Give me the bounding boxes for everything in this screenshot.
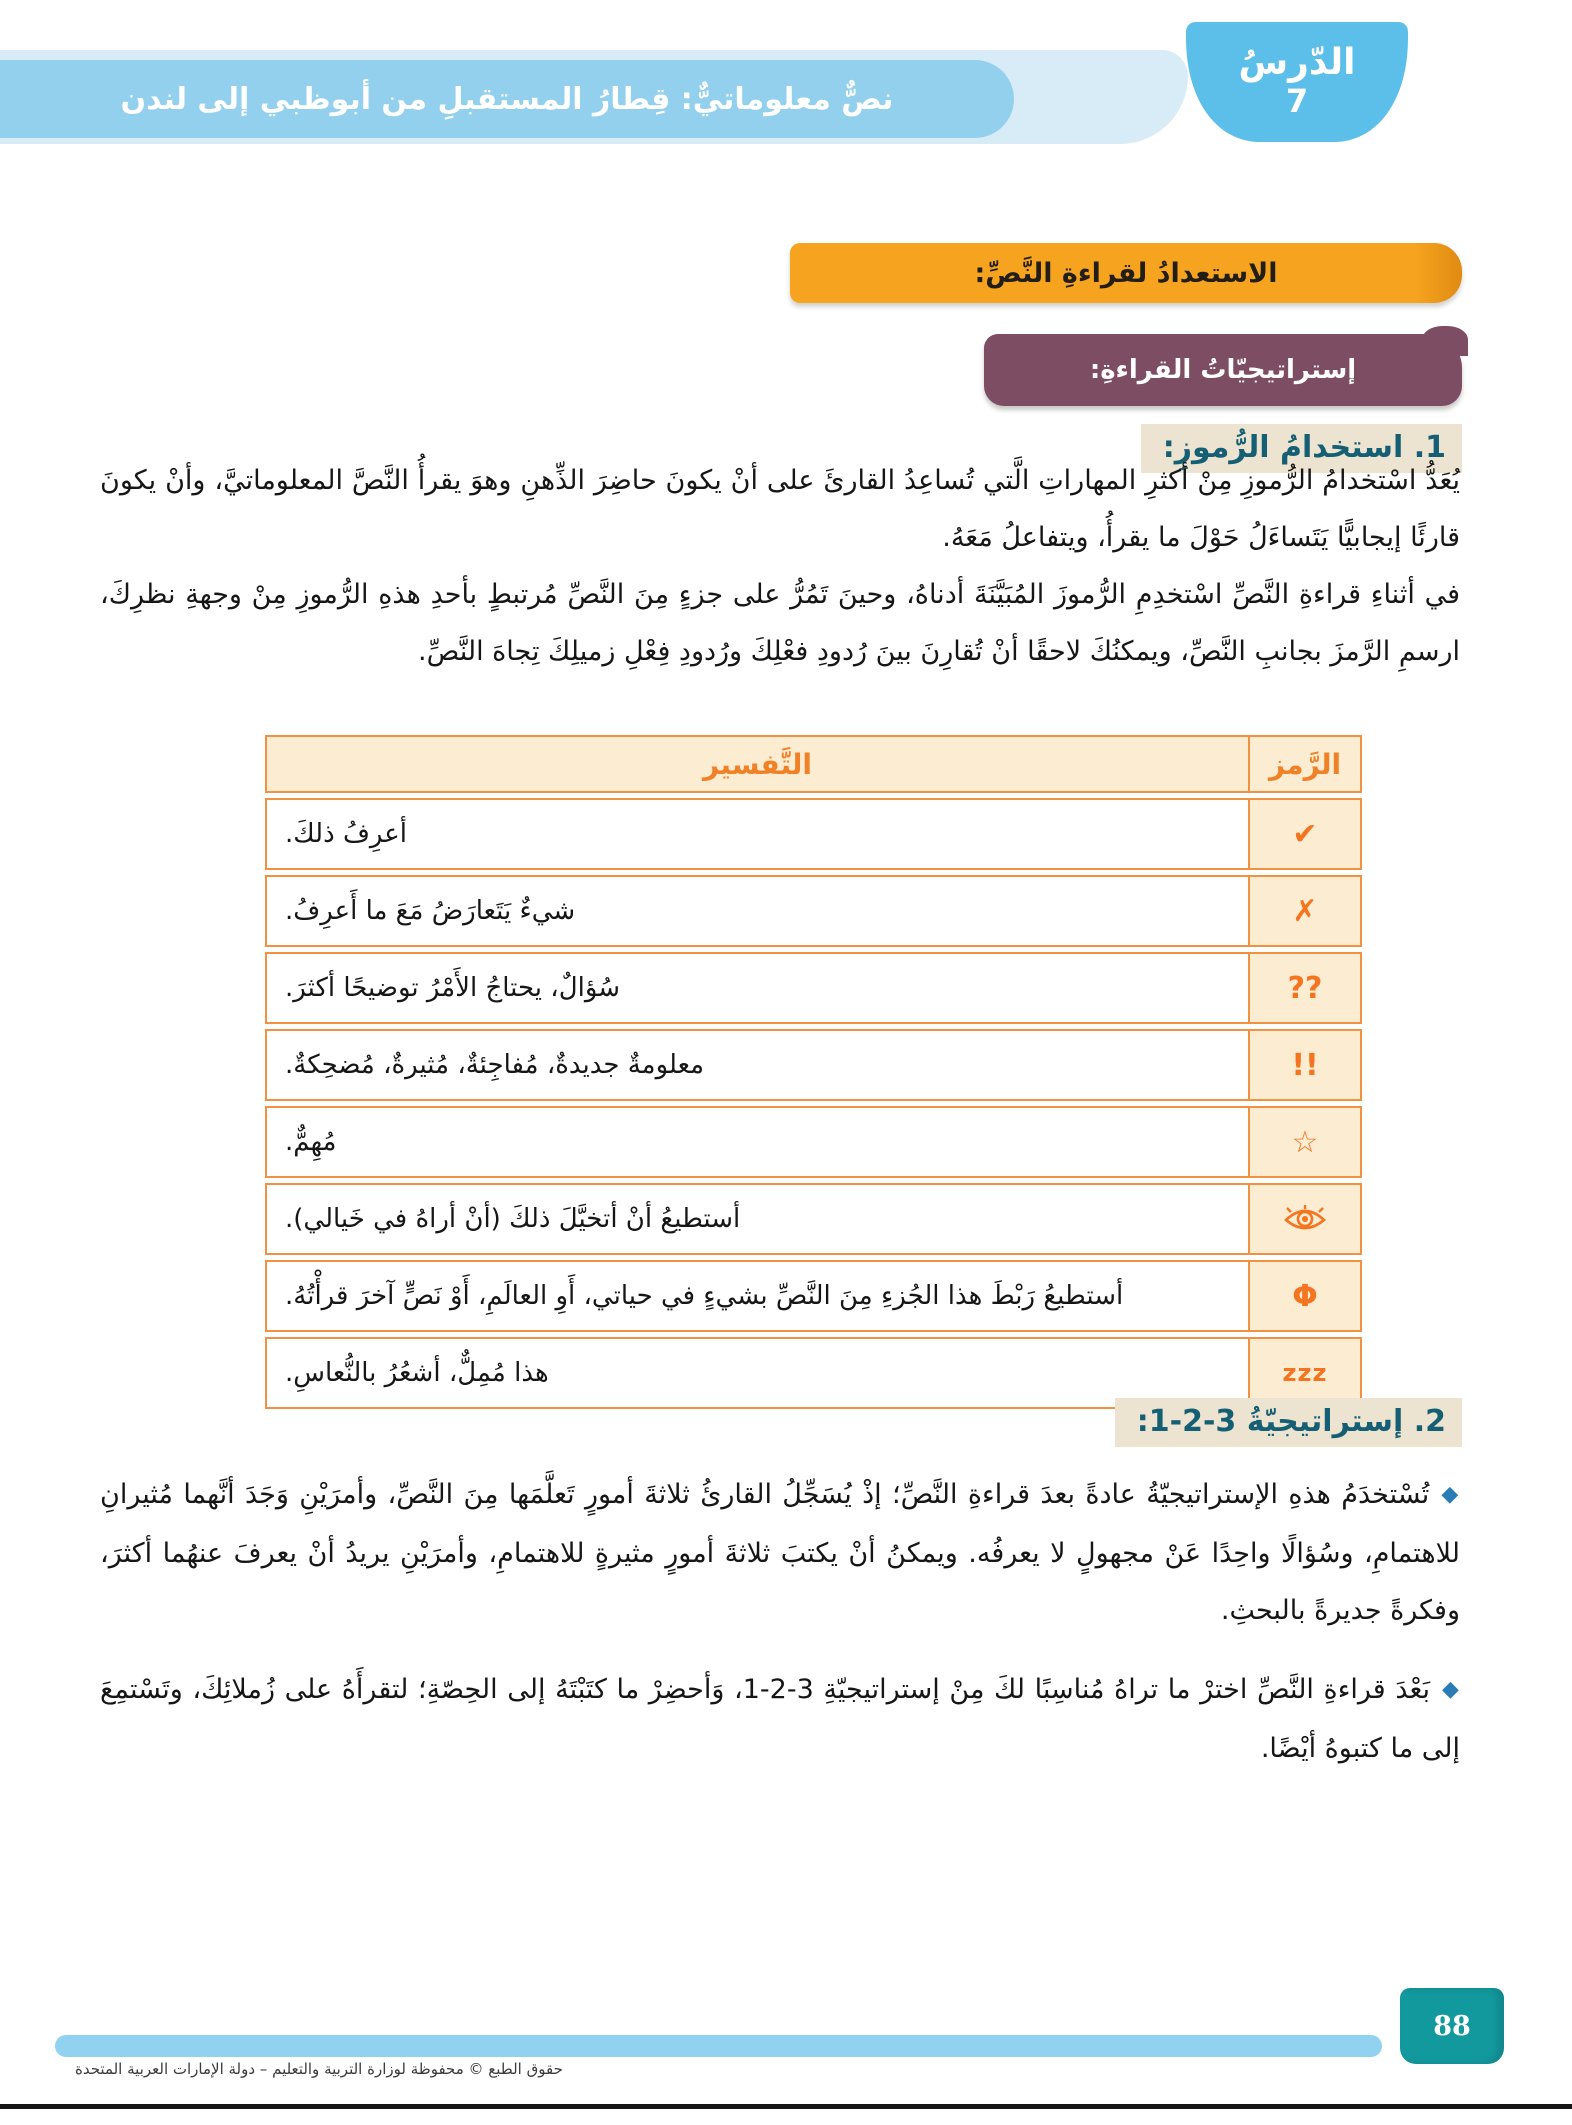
prepare-reading-badge bbox=[790, 243, 1462, 303]
bullet-text: بَعْدَ قراءةِ النَّصِّ اخترْ ما تراهُ مُناسِبًا لكَ مِنْ إستراتيجيّةِ 3-2-1، وَأحضِرْ ما كتَبْتَهُ إلى الحِصّةِ؛ لتقرأَهُ على زُملائِكَ، وتَسْتمِعَ إلى ما كتبوهُ أيْضًا. bbox=[100, 1674, 1460, 1764]
lesson-label: الدّرسُ bbox=[1238, 41, 1356, 83]
page-bottom-rule bbox=[0, 2104, 1572, 2109]
list-item bbox=[100, 1661, 1460, 1777]
interpretation-cell: شيءٌ يَتَعارَضُ مَعَ ما أَعرِفُ. bbox=[267, 877, 1248, 945]
page-number: 88 bbox=[1433, 2010, 1471, 2042]
interpretation-cell: أعرِفُ ذلكَ. bbox=[267, 800, 1248, 868]
table-row bbox=[265, 1183, 1362, 1255]
reading-strategies-badge bbox=[984, 334, 1462, 406]
zzz-icon: zzz bbox=[1248, 1339, 1360, 1407]
check-icon: ✔ bbox=[1248, 800, 1360, 868]
table-row bbox=[265, 1260, 1362, 1332]
copyright-text: حقوق الطبع © محفوظة لوزارة التربية والتعليم – دولة الإمارات العربية المتحدة bbox=[75, 2060, 563, 2078]
eye-icon bbox=[1248, 1185, 1360, 1253]
lesson-tab bbox=[1186, 22, 1408, 150]
diamond-bullet-icon: ◆ bbox=[1442, 1677, 1460, 1702]
table-row bbox=[265, 952, 1362, 1024]
symbol-header: الرَّمز bbox=[1248, 737, 1360, 791]
lesson-number: 7 bbox=[1285, 82, 1309, 121]
lesson-title-pill bbox=[0, 60, 1014, 138]
double-question-icon: ?? bbox=[1248, 954, 1360, 1022]
page-number-tab bbox=[1400, 1988, 1504, 2064]
bullet-text: تُسْتخدَمُ هذهِ الإستراتيجيّةُ عادةً بعدَ قراءةِ النَّصِّ؛ إذْ يُسَجِّلُ القارئُ ثلاثةَ أمورٍ تَعلَّمَها مِنَ النَّصِّ، وأمرَيْنِ وَجَدَ أنَّهما مُثيرانِ للاهتمامِ، وسُؤالًا واحِدًا عَنْ مجهولٍ لا يعرفُه. ويمكنُ أنْ يكتبَ ثلاثةَ أمورٍ مثيرةٍ للاهتمامِ، وأمرَيْنِ يريدُ أنْ يعرفَ عنهُما أكثرَ، وفكرةً جديرةً بالبحثِ. bbox=[100, 1479, 1460, 1626]
double-exclamation-icon: !! bbox=[1248, 1031, 1360, 1099]
paragraph: في أثناءِ قراءةِ النَّصِّ اسْتخدِمِ الرُّموزَ المُبَيَّنَةَ أدناهُ، وحينَ تَمُرُّ على جزءٍ مِنَ النَّصِّ مُرتبطٍ بأحدِ هذهِ الرُّموزِ مِنْ وجهةِ نظرِكَ، ارسمِ الرَّمزَ بجانبِ النَّصِّ، ويمكنُكَ لاحقًا أنْ تُقارِنَ بينَ رُدودِ فعْلِكَ ورُدودِ فِعْلِ زميلِكَ تِجاهَ النَّصِّ. bbox=[100, 579, 1460, 667]
prepare-reading-label: الاستعدادُ لقراءةِ النَّصِّ: bbox=[974, 257, 1278, 289]
interpretation-cell: أستطيعُ أنْ أتخيَّلَ ذلكَ (أنْ أراهُ في خَيالي). bbox=[267, 1185, 1248, 1253]
section2-bullets bbox=[100, 1466, 1460, 1777]
interpretation-cell: أستطيعُ رَبْطَ هذا الجُزءِ مِنَ النَّصِّ بشيءٍ في حياتي، أَوِ العالَمِ، أَوْ نَصٍّ آخرَ قرأْتُهُ. bbox=[267, 1262, 1248, 1330]
footer-bar bbox=[55, 2035, 1382, 2057]
symbols-table-rows bbox=[265, 798, 1362, 1409]
reading-strategies-label: إستراتيجيّاتُ القراءةِ: bbox=[1089, 355, 1357, 385]
interpretation-cell: هذا مُمِلٌّ، أشعُرُ بالنُّعاسِ. bbox=[267, 1339, 1248, 1407]
diamond-bullet-icon: ◆ bbox=[1441, 1482, 1461, 1507]
interpretation-header: التَّفسير bbox=[267, 737, 1248, 791]
table-row bbox=[265, 875, 1362, 947]
x-icon: ✗ bbox=[1248, 877, 1360, 945]
paragraph: يُعَدُّ اسْتخدامُ الرُّموزِ مِنْ أكثرِ المهاراتِ الَّتي تُساعِدُ القارئَ على أنْ يكونَ حاضِرَ الذِّهنِ وهوَ يقرأُ النَّصَّ المعلوماتيَّ، وأنْ يكونَ قارئًا إيجابيًّا يَتَساءَلُ حَوْلَ ما يقرأُ، ويتفاعلُ مَعَهُ. bbox=[100, 465, 1460, 553]
section1-heading: 1. استخدامُ الرُّموزِ: bbox=[1141, 424, 1462, 473]
table-header-row bbox=[265, 735, 1362, 793]
page-title: نصٌّ معلوماتيٌّ: قِطارُ المستقبلِ من أبوظبي إلى لندن bbox=[120, 81, 894, 117]
table-row bbox=[265, 1106, 1362, 1178]
eye-icon bbox=[1281, 1204, 1329, 1234]
table-row bbox=[265, 1029, 1362, 1101]
interpretation-cell: سُؤالٌ، يحتاجُ الأَمْرُ توضيحًا أكثرَ. bbox=[267, 954, 1248, 1022]
section2-heading: 2. إستراتيجيّةُ 3-2-1: bbox=[1115, 1398, 1462, 1447]
list-item bbox=[100, 1466, 1460, 1639]
star-icon: ☆ bbox=[1248, 1108, 1360, 1176]
phi-icon: Φ bbox=[1248, 1262, 1360, 1330]
symbols-table bbox=[265, 735, 1362, 1409]
section1-paragraphs bbox=[100, 452, 1460, 680]
interpretation-cell: معلومةٌ جديدةٌ، مُفاجِئةٌ، مُثيرةٌ، مُضحِكةٌ. bbox=[267, 1031, 1248, 1099]
table-row bbox=[265, 798, 1362, 870]
interpretation-cell: مُهِمٌّ. bbox=[267, 1108, 1248, 1176]
